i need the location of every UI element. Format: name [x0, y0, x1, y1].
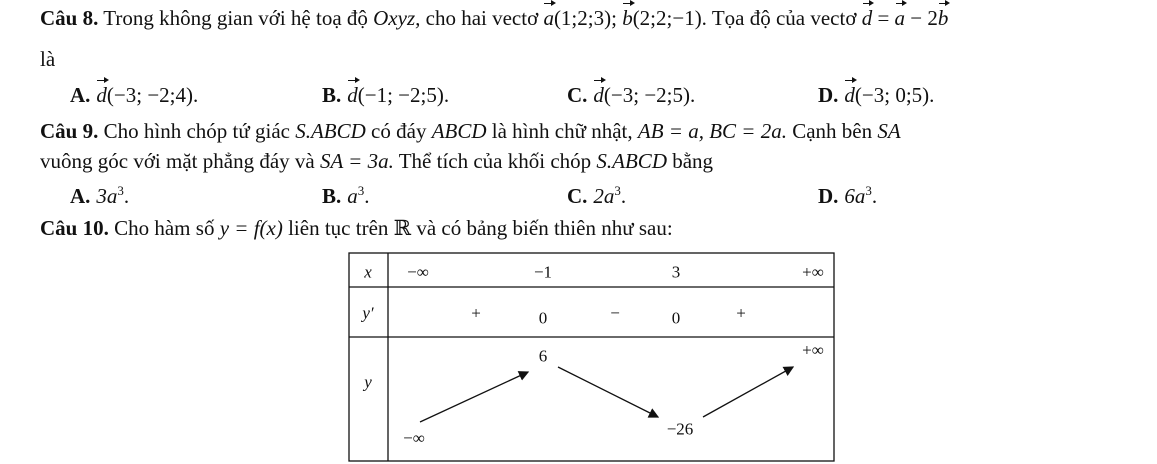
derivative-sign: − [610, 303, 620, 323]
q9-option-a[interactable]: A. $3a^3$. [70, 183, 130, 208]
x-value: 3 [671, 262, 681, 282]
vector-b: b [622, 6, 633, 30]
pyramid-name: S.ABCD [295, 119, 366, 143]
question-8-mid: cho hai vectơ [425, 6, 539, 30]
equals-sign: = [877, 6, 890, 30]
row-label-x: x [364, 262, 372, 282]
q9-option-d[interactable]: D. $6a^3$. [818, 183, 878, 208]
question-10-line: Câu 10. Cho hàm số y = f(x) liên tục trên ℝ và có bảng biến thiên như sau: [40, 216, 673, 240]
question-8-line-1 [40, 8, 948, 29]
derivative-zero: 0 [538, 308, 548, 328]
question-9-label: Câu 9. [40, 119, 99, 143]
variation-table [348, 252, 835, 462]
q8-option-d[interactable]: D. d(−3; 0;5). [818, 83, 935, 107]
question-8-label: Câu 8. [40, 6, 99, 30]
coordinate-system: Oxyz, [373, 6, 421, 30]
q8-option-a[interactable]: A. d(−3; −2;4). [70, 83, 199, 107]
q8-option-c[interactable]: C. d(−3; −2;5). [567, 83, 696, 107]
vector-d: d [861, 6, 873, 30]
x-value: +∞ [802, 262, 824, 282]
y-max-value: 6 [538, 346, 548, 366]
vector-a: a [543, 6, 554, 30]
q9-option-b[interactable]: B. $a^3$. [322, 183, 370, 208]
derivative-sign: + [471, 303, 481, 323]
arrow-increase-1 [420, 372, 528, 422]
question-8-ask: Tọa độ của vectơ [711, 6, 857, 30]
question-9-line-1: Câu 9. Cho hình chóp tứ giác S.ABCD có đáy ABCD là hình chữ nhật, AB = a, BC = 2a. Cạnh bên SA [40, 119, 901, 143]
arrow-increase-2 [703, 367, 793, 417]
dimensions: AB = a, BC = 2a. [637, 119, 787, 143]
y-min-value: −26 [666, 419, 694, 439]
q8-option-b[interactable]: B. d(−1; −2;5). [322, 83, 450, 107]
question-8-continuation: là [40, 47, 56, 71]
vector-a-coords: (1;2;3); [553, 6, 617, 30]
vector-a-ref: a [894, 6, 906, 30]
row-label-y: y [364, 372, 372, 392]
pyramid-name-2: S.ABCD [596, 149, 667, 173]
row-label-y-prime: y′ [362, 303, 374, 323]
question-10-label: Câu 10. [40, 216, 109, 240]
arrow-decrease [558, 367, 658, 417]
function-expr: y = f(x) [219, 216, 283, 240]
base-name: ABCD [431, 119, 487, 143]
q9-option-c[interactable]: C. $2a^3$. [567, 183, 627, 208]
derivative-sign: + [736, 303, 746, 323]
y-start-value: −∞ [403, 428, 425, 448]
derivative-zero: 0 [671, 308, 681, 328]
edge-name: SA [877, 119, 901, 143]
vector-b-ref: b [937, 6, 949, 30]
x-value: −1 [533, 262, 553, 282]
question-8-line-2 [40, 49, 55, 70]
y-end-value: +∞ [802, 340, 824, 360]
x-value: −∞ [407, 262, 429, 282]
vector-b-coords: (2;2;−1). [632, 6, 707, 30]
question-9-line-2: vuông góc với mặt phẳng đáy và SA = 3a. Thể tích của khối chóp S.ABCD bằng [40, 149, 714, 173]
sa-equation: SA = 3a. [319, 149, 394, 173]
minus-two: − 2 [910, 6, 938, 30]
question-8-intro: Trong không gian với hệ toạ độ [103, 6, 368, 30]
